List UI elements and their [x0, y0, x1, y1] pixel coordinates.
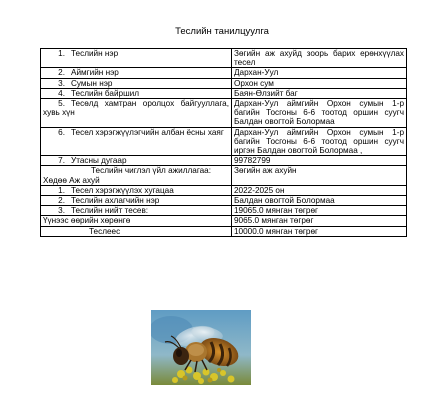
table-row	[41, 206, 407, 216]
table-row	[41, 68, 407, 78]
row-label: Теслийн байршил	[71, 88, 140, 98]
row-value: Зөгийн аж ахуйн	[232, 166, 407, 185]
row-value: Орхон сум	[232, 78, 407, 88]
row-value: Баян-Өлзийт баг	[232, 88, 407, 98]
row-number: 1.	[58, 49, 65, 58]
row-value: Зөгийн аж ахуйд зоорь барих ерөнхүүлах тесел	[232, 49, 407, 68]
row-number: 2.	[58, 68, 65, 78]
table-row	[41, 99, 407, 128]
table-row	[41, 49, 407, 68]
row-label: Теслийн чиглэл үйл ажиллагаа: Хөдөө Аж ахуй	[43, 166, 212, 185]
table-row	[41, 216, 407, 226]
table-row	[41, 196, 407, 206]
row-label: Теслеес	[89, 226, 121, 236]
row-number: 3.	[58, 206, 65, 216]
row-number: 5.	[58, 99, 65, 109]
table-row	[41, 88, 407, 98]
row-label: Теслийн нэр	[71, 49, 119, 58]
table-row	[41, 226, 407, 236]
row-value: Балдан овогтой Болормаа	[232, 196, 407, 206]
table-row	[41, 185, 407, 195]
row-value: 10000.0 мянган төгрөг	[232, 226, 407, 236]
row-value: Дархан-Уул	[232, 68, 407, 78]
row-label: Теслийн ахлагчийн нэр	[71, 196, 160, 206]
table-row	[41, 127, 407, 156]
row-label: Тесөлд хамтран оролцох байгууллага, хувь хүн	[43, 99, 229, 118]
row-value: 2022-2025 он	[232, 185, 407, 195]
document-title: Теслийн танилцуулга	[175, 26, 269, 37]
row-value: 99782799	[232, 156, 407, 166]
row-label: Тесел хэрэгжүүлэгчийн албан ёсны хаяг	[71, 127, 224, 137]
row-label: Сумын нэр	[71, 78, 113, 88]
bee-on-flower-photo	[151, 310, 251, 385]
project-info-table	[40, 48, 407, 237]
table-row	[41, 166, 407, 185]
row-label: Теслийн нийт тесев:	[71, 206, 149, 216]
row-value: Дархан-Уул аймгийн Орхон сумын 1-р багийн Тосгоны 6-6 тоотод оршин суугч иргэн Балдан овогтой Болормаа ,	[232, 127, 407, 156]
row-number: 7.	[58, 156, 65, 166]
row-value: 19065.0 мянган төгрөг	[232, 206, 407, 216]
table-row	[41, 156, 407, 166]
row-number: 1.	[58, 185, 65, 195]
table-row	[41, 78, 407, 88]
row-value: 9065.0 мянган төгрөг	[232, 216, 407, 226]
bee-illustration	[151, 310, 251, 385]
row-value: Дархан-Уул аймгийн Орхон сумын 1-р багийн Тосгоны 6-6 тоотод оршин суугч Балдан овогтой Болормаа	[232, 99, 407, 128]
row-number: 2.	[58, 196, 65, 206]
row-number: 4.	[58, 88, 65, 98]
row-label: Аймгийн нэр	[71, 68, 119, 78]
row-label: Утасны дугаар	[71, 156, 127, 166]
row-label: Тесел хэрэгжүүлэх хугацаа	[71, 185, 174, 195]
row-label: Үүнээс өөрийн хөрөнгө	[43, 216, 131, 226]
row-number: 6.	[58, 127, 65, 137]
row-number: 3.	[58, 78, 65, 88]
